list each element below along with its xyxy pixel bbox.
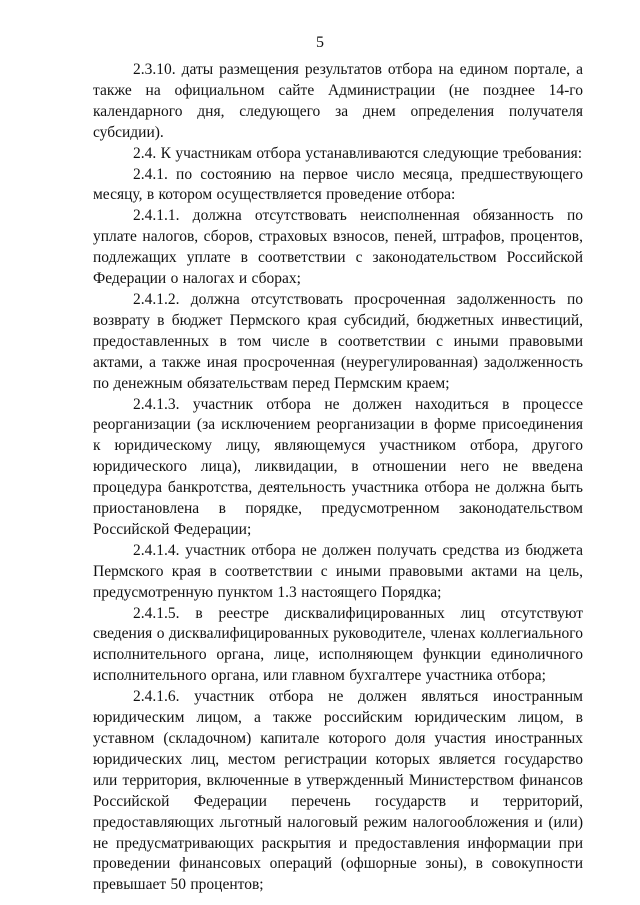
paragraph-2-4-1: 2.4.1. по состоянию на первое число месяца, предшествующего месяцу, в котором осуществляется проведение отбора: xyxy=(93,165,583,204)
paragraph-2-4-1-1: 2.4.1.1. должна отсутствовать неисполненная обязанность по уплате налогов, сборов, страховых взносов, пеней, штрафов, процентов, подлежащих уплате в соответствии с законодательством Российской Федерации о налогах и сборах; xyxy=(93,207,583,288)
paragraph-2-4: 2.4. К участникам отбора устанавливаются следующие требования: xyxy=(133,144,583,162)
document-body xyxy=(93,60,583,896)
paragraph-2-4-1-6: 2.4.1.6. участник отбора не должен являться иностранным юридическим лицом, а также российским юридическим лицом, в уставном (складочном) капитале которого доля участия иностранных юридических лиц, местом регистрации которых является государство или территория, включенные в утвержденный Министерством финансов Российской Федерации перечень государств и территорий, предоставляющих льготный налоговый режим налогообложения и (или) не предусматривающих раскрытия и предоставления информации при проведении финансовых операций (офшорные зоны), в совокупности превышает 50 процентов; xyxy=(93,688,583,894)
paragraph-2-4-1-3: 2.4.1.3. участник отбора не должен находиться в процессе реорганизации (за исключением реорганизации в форме присоединения к юридическому лицу, являющемуся участником отбора, другого юридического лица), ликвидации, в отношении него не введена процедура банкротства, деятельность участника отбора не должна быть приостановлена в порядке, предусмотренном законодательством Российской Федерации; xyxy=(93,395,583,538)
paragraph-2-4-1-2: 2.4.1.2. должна отсутствовать просроченная задолженность по возврату в бюджет Пермского края субсидий, бюджетных инвестиций, предоставленных в том числе в соответствии с иными правовыми актами, а также иная просроченная (неурегулированная) задолженность по денежным обязательствам перед Пермским краем; xyxy=(93,290,583,392)
paragraph-2-3-10: 2.3.10. даты размещения результатов отбора на едином портале, а также на официальном сайте Администрации (не позднее 14-го календарного дня, следующего за днем определения получателя субсидии). xyxy=(93,61,583,141)
paragraph-2-4-1-5: 2.4.1.5. в реестре дисквалифицированных лиц отсутствуют сведения о дисквалифицированных руководителе, членах коллегиального исполнительного органа, лице, исполняющем функции единоличного исполнительного органа, или главном бухгалтере участника отбора; xyxy=(93,604,583,685)
page-number: 5 xyxy=(316,34,324,51)
paragraph-2-4-1-4: 2.4.1.4. участник отбора не должен получать средства из бюджета Пермского края в соответствии с иными правовыми актами на цель, предусмотренную пунктом 1.3 настоящего Порядка; xyxy=(93,541,583,601)
